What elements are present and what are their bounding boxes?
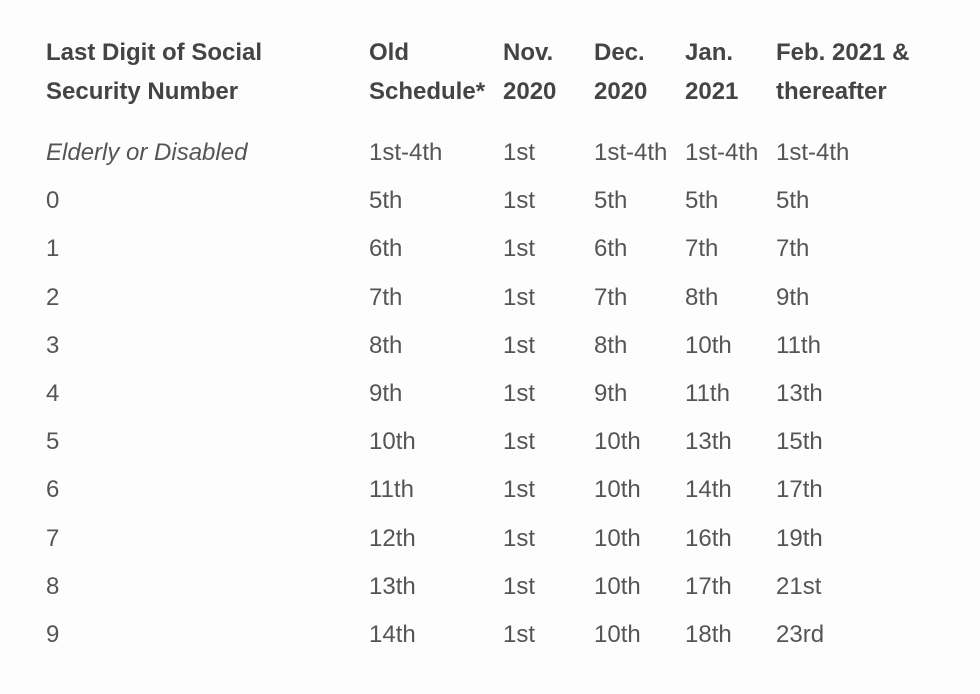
table-cell: 14th <box>685 476 732 504</box>
row-label: 3 <box>46 331 60 359</box>
table-cell: 1st-4th <box>594 139 668 166</box>
table-cell: 6th <box>594 235 628 263</box>
header-nov-2020 <box>495 30 586 141</box>
table-cell: 1st <box>503 283 536 311</box>
table-body <box>38 141 934 671</box>
header-ssn-digit <box>38 30 361 141</box>
table-cell: 16th <box>685 524 732 552</box>
row-label: 6 <box>46 476 60 504</box>
header-text: 2020 <box>594 78 648 105</box>
table-cell: 7th <box>369 283 403 311</box>
table-cell: 21st <box>776 572 822 600</box>
table-cell: 10th <box>594 524 641 552</box>
payment-schedule-table <box>38 30 934 671</box>
header-text: thereafter <box>776 78 887 105</box>
table-row <box>38 334 934 382</box>
header-text: 2021 <box>685 78 739 105</box>
header-jan-2021 <box>677 30 768 141</box>
table-cell: 14th <box>369 620 416 648</box>
table-cell: 9th <box>594 379 628 407</box>
table-cell: 1st <box>503 620 536 648</box>
header-text: Dec. <box>594 39 645 66</box>
header-text: Old <box>369 39 409 66</box>
header-feb-2021-thereafter <box>768 30 934 141</box>
table-cell: 5th <box>594 187 628 215</box>
table-row <box>38 382 934 430</box>
table-cell: 12th <box>369 524 416 552</box>
header-old-schedule <box>361 30 495 141</box>
table-cell: 1st-4th <box>685 139 759 166</box>
header-text: Security Number <box>46 78 239 105</box>
table-cell: 7th <box>776 235 810 263</box>
table-cell: 11th <box>685 379 730 407</box>
table-cell: 19th <box>776 524 823 552</box>
row-label: 1 <box>46 235 60 263</box>
header-text: Last Digit of Social <box>46 39 263 66</box>
table-cell: 13th <box>776 379 823 407</box>
table-cell: 17th <box>776 476 823 504</box>
table-cell: 23rd <box>776 620 825 648</box>
table-cell: 5th <box>776 187 810 215</box>
table-cell: 7th <box>685 235 719 263</box>
table-cell: 1st-4th <box>776 139 850 166</box>
table-cell: 8th <box>594 331 628 359</box>
table-cell: 1st <box>503 476 536 504</box>
table-row <box>38 189 934 237</box>
header-text: Nov. <box>503 39 554 66</box>
table-row <box>38 286 934 334</box>
table-cell: 6th <box>369 235 403 263</box>
row-label: 8 <box>46 572 60 600</box>
header-dec-2020 <box>586 30 677 141</box>
row-label: 2 <box>46 283 60 311</box>
table-cell: 11th <box>776 331 821 359</box>
table-cell: 10th <box>594 572 641 600</box>
table-cell: 7th <box>594 283 628 311</box>
table-cell: 15th <box>776 428 823 456</box>
row-label: 4 <box>46 379 60 407</box>
table-cell: 1st <box>503 428 536 456</box>
header-text: Jan. <box>685 39 734 66</box>
row-label: 5 <box>46 428 60 456</box>
table-cell: 5th <box>369 187 403 215</box>
header-text: Feb. 2021 & <box>776 39 910 66</box>
table-row <box>38 575 934 623</box>
table-cell: 1st <box>503 524 536 552</box>
table-cell: 9th <box>776 283 810 311</box>
row-label: 0 <box>46 187 60 215</box>
table-cell: 1st <box>503 572 536 600</box>
table-cell: 5th <box>685 187 719 215</box>
table-cell: 13th <box>369 572 416 600</box>
table-row <box>38 237 934 285</box>
table-cell: 1st <box>503 331 536 359</box>
table-row <box>38 527 934 575</box>
table-cell: 10th <box>594 428 641 456</box>
table-row <box>38 478 934 526</box>
table-cell: 1st <box>503 379 536 407</box>
row-label: Elderly or Disabled <box>46 139 248 166</box>
table-cell: 17th <box>685 572 732 600</box>
table-cell: 10th <box>594 476 641 504</box>
row-label: 9 <box>46 620 60 648</box>
table-cell: 10th <box>369 428 416 456</box>
table-cell: 1st <box>503 187 536 215</box>
table-cell: 13th <box>685 428 732 456</box>
header-text: Schedule* <box>369 78 486 105</box>
table-cell: 18th <box>685 620 732 648</box>
header-text: 2020 <box>503 78 557 105</box>
table-cell: 1st-4th <box>369 139 443 166</box>
table-cell: 8th <box>685 283 719 311</box>
row-label: 7 <box>46 524 60 552</box>
table-cell: 10th <box>594 620 641 648</box>
table-row <box>38 141 934 189</box>
table-header <box>38 30 934 141</box>
header-row <box>38 30 934 141</box>
table-cell: 11th <box>369 476 414 504</box>
table-row <box>38 623 934 671</box>
table-cell: 1st <box>503 139 536 166</box>
table-cell: 1st <box>503 235 536 263</box>
table-cell: 10th <box>685 331 732 359</box>
table-cell: 9th <box>369 379 403 407</box>
table-row <box>38 430 934 478</box>
table-cell: 8th <box>369 331 403 359</box>
